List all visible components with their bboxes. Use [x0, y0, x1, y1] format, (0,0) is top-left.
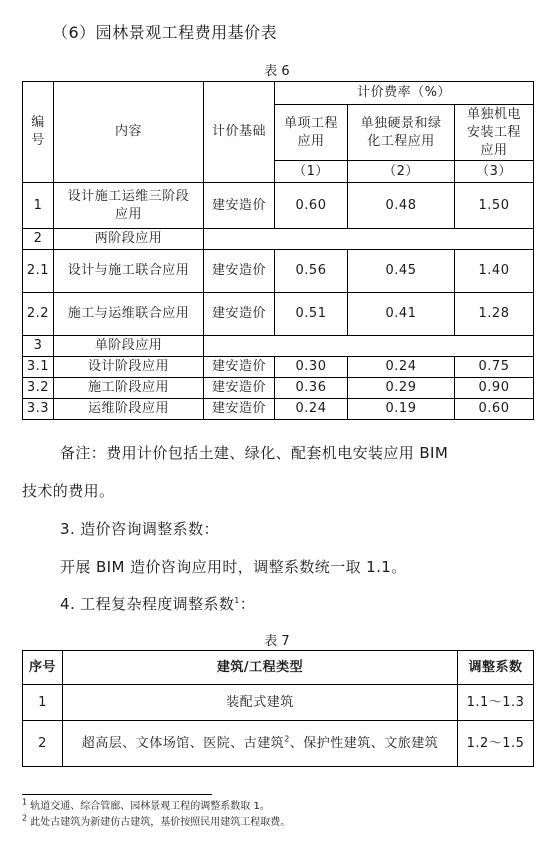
note-line1: 备注：费用计价包括土建、绿化、配套机电安装应用 BIM: [60, 444, 449, 462]
table-row: [23, 721, 534, 767]
table-row: [23, 336, 534, 357]
row-v1: 0.60: [275, 183, 348, 229]
row-type: [63, 721, 458, 767]
header-no: 序号: [23, 651, 63, 685]
row-type: [63, 685, 458, 721]
row-v3: 1.50: [455, 183, 534, 229]
row-basis: 建安造价: [204, 357, 275, 378]
row-content: 设计施工运维三阶段应用: [54, 183, 204, 229]
row-no: 3.1: [23, 357, 54, 378]
row-type-text: 超高层、文体场馆、医院、古建筑: [81, 736, 285, 751]
header-col3: 单独机电安装工程应用: [455, 105, 534, 161]
row-v1: 0.24: [275, 399, 348, 420]
header-col1-index: （1）: [275, 161, 348, 183]
row-no: 1: [23, 685, 63, 721]
row-v3: 1.40: [455, 250, 534, 293]
table-row: [23, 293, 534, 336]
row-empty: [204, 336, 534, 357]
footnote-mark: 2: [22, 813, 28, 823]
table-row: [23, 357, 534, 378]
row-content: 施工与运维联合应用: [54, 293, 204, 336]
row-v1: 0.30: [275, 357, 348, 378]
footnote-mark: 1: [22, 797, 28, 807]
row-v3: 0.60: [455, 399, 534, 420]
row-content: 运维阶段应用: [54, 399, 204, 420]
row-no: 2: [23, 721, 63, 767]
header-col2-index: （2）: [348, 161, 455, 183]
fee-rate-table: [22, 81, 534, 420]
footnote-1: [22, 797, 270, 813]
row-v1: 0.36: [275, 378, 348, 399]
table6-caption: 表 6: [264, 64, 290, 79]
row-v2: 0.48: [348, 183, 455, 229]
row-v3: 0.90: [455, 378, 534, 399]
row-basis: 建安造价: [204, 399, 275, 420]
row-basis: 建安造价: [204, 293, 275, 336]
row-basis: 建安造价: [204, 250, 275, 293]
header-basis: 计价基础: [204, 82, 275, 183]
section4-title: [60, 594, 255, 614]
row-v2: 0.19: [348, 399, 455, 420]
header-content: 内容: [54, 82, 204, 183]
header-col1: 单项工程应用: [275, 105, 348, 161]
section4-colon: ：: [239, 595, 256, 613]
row-type-text: 装配式建筑: [226, 695, 294, 710]
header-rate-group: 计价费率（%）: [275, 82, 534, 105]
footnote-text: 此处古建筑为新建仿古建筑，基价按照民用建筑工程取费。: [30, 817, 291, 828]
table7-caption: 表 7: [264, 634, 290, 649]
row-v2: 0.41: [348, 293, 455, 336]
row-coef: 1.1～1.3: [458, 685, 534, 721]
section3-body: 开展 BIM 造价咨询应用时，调整系数统一取 1.1。: [60, 558, 407, 576]
row-v3: 1.28: [455, 293, 534, 336]
row-basis: 建安造价: [204, 183, 275, 229]
table-row: [23, 399, 534, 420]
row-content: 两阶段应用: [54, 229, 204, 250]
row-type-text-cont: 、保护性建筑、文旅建筑: [289, 736, 439, 751]
row-empty: [204, 229, 534, 250]
row-content: 设计与施工联合应用: [54, 250, 204, 293]
row-no: 2.2: [23, 293, 54, 336]
table-row: [23, 183, 534, 229]
header-type: 建筑/工程类型: [63, 651, 458, 685]
row-no: 3.2: [23, 378, 54, 399]
row-no: 3.3: [23, 399, 54, 420]
footnote-divider: [22, 794, 212, 795]
note-line2: 技术的费用。: [22, 482, 115, 500]
row-v2: 0.45: [348, 250, 455, 293]
table-row: [23, 229, 534, 250]
row-content: 施工阶段应用: [54, 378, 204, 399]
row-basis: 建安造价: [204, 378, 275, 399]
footnote-text: 轨道交通、综合管廊、园林景观工程的调整系数取 1。: [30, 801, 270, 812]
table-row: [23, 378, 534, 399]
row-no: 2.1: [23, 250, 54, 293]
footnote-2: [22, 813, 291, 829]
row-content: 设计阶段应用: [54, 357, 204, 378]
row-content: 单阶段应用: [54, 336, 204, 357]
section3-title: 3. 造价咨询调整系数：: [60, 520, 219, 538]
complexity-table: [22, 650, 534, 767]
header-no: 编号: [23, 82, 54, 183]
header-col2: 单独硬景和绿化工程应用: [348, 105, 455, 161]
section4-title-text: 4. 工程复杂程度调整系数: [60, 595, 235, 613]
row-no: 2: [23, 229, 54, 250]
row-no: 1: [23, 183, 54, 229]
row-v2: 0.24: [348, 357, 455, 378]
row-no: 3: [23, 336, 54, 357]
header-col3-index: （3）: [455, 161, 534, 183]
row-v1: 0.51: [275, 293, 348, 336]
footnote-mark: 1: [234, 596, 240, 605]
row-v3: 0.75: [455, 357, 534, 378]
row-v2: 0.29: [348, 378, 455, 399]
section-title: （6）园林景观工程费用基价表: [52, 23, 278, 42]
header-coef: 调整系数: [458, 651, 534, 685]
row-v1: 0.56: [275, 250, 348, 293]
row-coef: 1.2～1.5: [458, 721, 534, 767]
table-row: [23, 685, 534, 721]
footnote-mark: 2: [284, 734, 290, 744]
table-row: [23, 250, 534, 293]
